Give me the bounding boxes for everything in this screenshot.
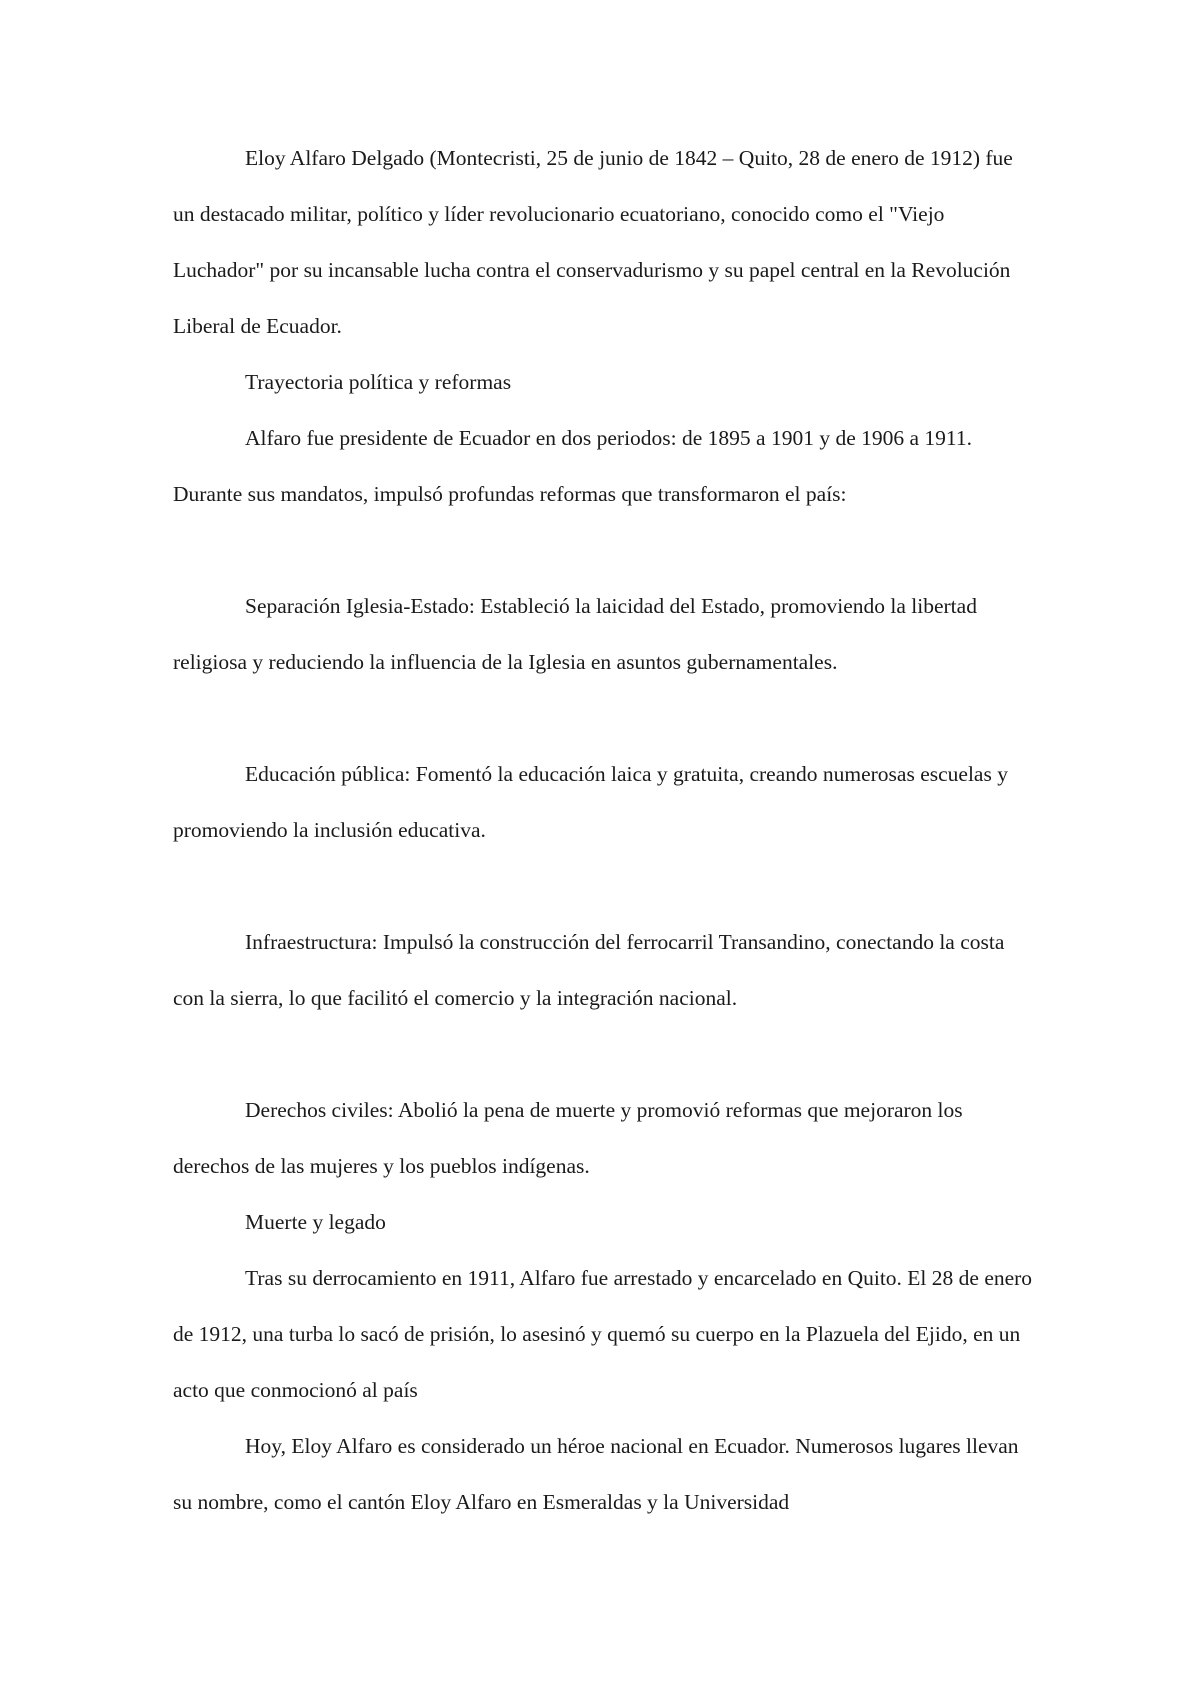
paragraph-separacion: Separación Iglesia-Estado: Estableció la laicidad del Estado, promoviendo la libertad religiosa y reduciendo la influencia de la Iglesia en asuntos gubernamentales.	[173, 594, 977, 674]
paragraph-intro: Eloy Alfaro Delgado (Montecristi, 25 de junio de 1842 – Quito, 28 de enero de 1912) fue un destacado militar, político y líder revolucionario ecuatoriano, conocido como el "Viejo Luchador" por su incansable lucha contra el conservadurismo y su papel central en la Revolución Liberal de Ecuador.	[173, 146, 1013, 338]
paragraph-muerte: Tras su derrocamiento en 1911, Alfaro fue arrestado y encarcelado en Quito. El 28 de enero de 1912, una turba lo sacó de prisión, lo asesinó y quemó su cuerpo en la Plazuela del Ejido, en un acto que conmocionó al país	[173, 1266, 1033, 1402]
heading-muerte-legado: Muerte y legado	[245, 1210, 386, 1234]
paragraph-infraestructura: Infraestructura: Impulsó la construcción del ferrocarril Transandino, conectando la costa con la sierra, lo que facilitó el comercio y la integración nacional.	[173, 930, 1005, 1010]
paragraph-derechos: Derechos civiles: Abolió la pena de muerte y promovió reformas que mejoraron los derechos de las mujeres y los pueblos indígenas.	[173, 1098, 963, 1178]
document-body	[173, 130, 1033, 1530]
heading-trayectoria: Trayectoria política y reformas	[245, 370, 512, 394]
paragraph-presidencia: Alfaro fue presidente de Ecuador en dos periodos: de 1895 a 1901 y de 1906 a 1911. Durante sus mandatos, impulsó profundas reformas que transformaron el país:	[173, 426, 973, 506]
paragraph-educacion: Educación pública: Fomentó la educación laica y gratuita, creando numerosas escuelas y promoviendo la inclusión educativa.	[173, 762, 1008, 842]
paragraph-legado: Hoy, Eloy Alfaro es considerado un héroe nacional en Ecuador. Numerosos lugares llevan su nombre, como el cantón Eloy Alfaro en Esmeraldas y la Universidad	[173, 1434, 1019, 1514]
